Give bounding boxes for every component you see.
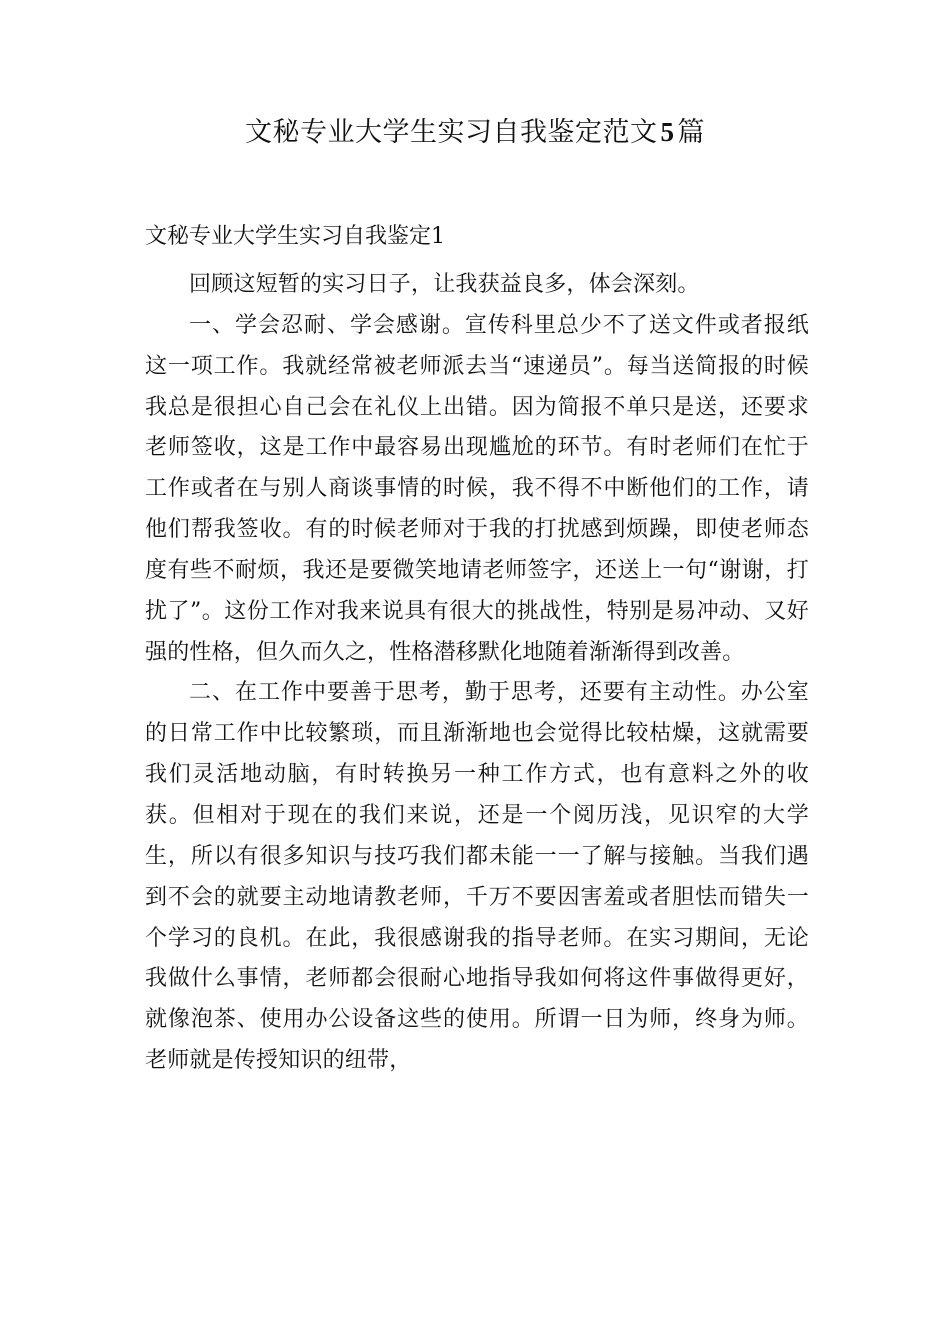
body-text (145, 265, 809, 1082)
document-title (0, 112, 950, 153)
title-prefix: 文秘专业大学生实习自我鉴定范文 (245, 117, 658, 148)
section-heading: 文秘专业大学生实习自我鉴定1 (145, 224, 445, 249)
title-number: 5 (660, 117, 675, 147)
paragraph-point-two: 二、在工作中要善于思考，勤于思考，还要有主动性。办公室的日常工作中比较繁琐，而且渐渐地也会觉得比较枯燥，这就需要我们灵活地动脑，有时转换另一种工作方式，也有意料之外的收获。但相对于现在的我们来说，还是一个阅历浅，见识窄的大学生，所以有很多知识与技巧我们都未能一一了解与接触。当我们遇到不会的就要主动地请教老师，千万不要因害羞或者胆怯而错失一个学习的良机。在此，我很感谢我的指导老师。在实习期间，无论我做什么事情，老师都会很耐心地指导我如何将这件事做得更好，就像泡茶、使用办公设备这些的使用。所谓一日为师，终身为师。老师就是传授知识的纽带， (145, 680, 809, 1074)
paragraph-point-one: 一、学会忍耐、学会感谢。宣传科里总少不了送文件或者报纸这一项工作。我就经常被老师派去当“速递员”。每当送简报的时候我总是很担心自己会在礼仪上出错。因为简报不单只是送，还要求老师签收，这是工作中最容易出现尴尬的环节。有时老师们在忙于工作或者在与别人商谈事情的时候，我不得不中断他们的工作，请他们帮我签收。有的时候老师对于我的打扰感到烦躁，即使老师态度有些不耐烦，我还是要微笑地请老师签字，还送上一句“谢谢，打扰了”。这份工作对我来说具有很大的挑战性，特别是易冲动、又好强的性格，但久而久之，性格潜移默化地随着渐渐得到改善。 (145, 312, 809, 665)
paragraph-intro: 回顾这短暂的实习日子，让我获益良多，体会深刻。 (189, 272, 700, 297)
title-suffix: 篇 (677, 117, 705, 148)
